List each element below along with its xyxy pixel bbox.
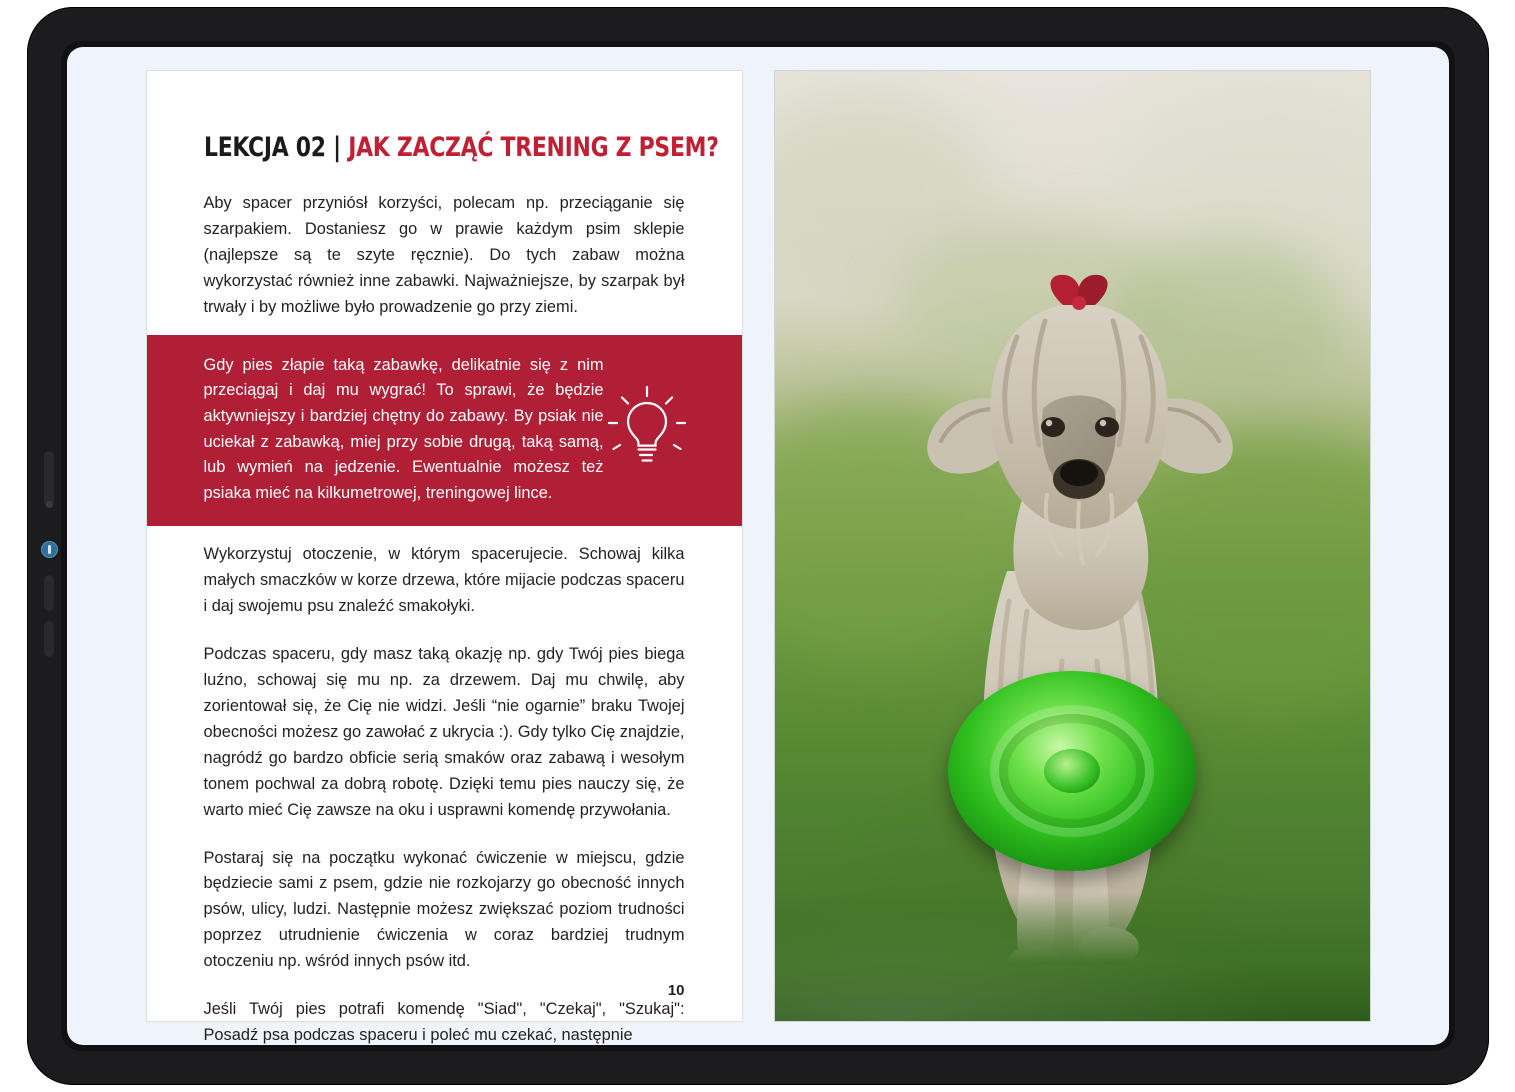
document-page-left	[146, 70, 743, 1045]
front-camera-icon	[46, 501, 53, 508]
paragraph-4: Postaraj się na początku wykonać ćwiczenie w miejscu, gdzie będziecie sami z psem, gdzie nie rozkojarzy go obecność innych psów, ulicy, ludzi. Następnie możesz zwiększać poziom trudności poprzez utrudnienie ćwiczenia w coraz bardziej trudnym otoczeniu np. wśród innych psów itd.	[203, 848, 685, 971]
page-number: 10	[667, 982, 685, 999]
sensor-indicator-icon	[41, 541, 58, 558]
tablet-device	[27, 7, 1489, 1085]
paragraph-1: Aby spacer przyniósł korzyści, polecam np. przeciąganie się szarpakiem. Dostaniesz go w prawie każdym psim sklepie (najlepsze są te szyte ręcznie). Do tych zabaw można wykorzystać również inne zabawki. Najważniejsze, by szarpak był trwały i by możliwe było prowadzenie go przy ziemi.	[203, 194, 685, 316]
hair-bow	[1050, 275, 1107, 310]
volume-up-button[interactable]	[44, 451, 54, 507]
paragraph-2: Wykorzystuj otoczenie, w którym spacerujecie. Schowaj kilka małych smaczków w korze drzewa, które mijacie podczas spaceru i daj swojemu psu znaleźć smakołyki.	[203, 545, 685, 616]
tip-text: Gdy pies złapie taką zabawkę, delikatnie się z nim przeciągaj i daj mu wygrać! To sprawi, że będzie aktywniejszy i bardziej chętny do zabawy. By psiak nie uciekał z zabawką, miej przy sobie drugą, taką samą, lub wymień na jedzenie. Ewentualnie możesz też psiaka mieć na kilkumetrowej, treningowej lince.	[203, 355, 604, 502]
tip-callout	[147, 335, 742, 527]
document-spread	[67, 47, 1449, 1045]
volume-down-button[interactable]	[44, 575, 54, 611]
lightbulb-icon	[597, 377, 697, 477]
page-title-accent: JAK ZACZĄĆ TRENING Z PSEM?	[347, 132, 719, 163]
page-title-prefix: LEKCJA 02 |	[203, 132, 348, 163]
tablet-screen[interactable]	[67, 47, 1449, 1045]
grass-foreground	[775, 891, 1370, 1021]
dog-with-green-frisbee-photo	[775, 71, 1370, 1021]
power-button[interactable]	[44, 621, 54, 657]
page-title	[203, 132, 719, 163]
green-frisbee	[948, 671, 1196, 871]
paragraph-3: Podczas spaceru, gdy masz taką okazję np. gdy Twój pies biega luźno, schowaj się mu np. za drzewem. Daj mu chwilę, aby zorientował się, że Cię nie widzi. Jeśli “nie ogarnie” braku Twojej obecności możesz go zawołać z ukrycia :). Gdy tylko Cię znajdzie, nagródź go bardzo obficie serią smaków oraz zabawą i wesołym tonem pochwal za dobrą robotę. Dzięki temu pies nauczy się, że warto mieć Cię zawsze na oku i usprawni komendę przywołania.	[203, 645, 685, 819]
paragraph-5: Jeśli Twój pies potrafi komendę "Siad", "Czekaj", "Szukaj": Posadź psa podczas spaceru i poleć mu czekać, następnie	[203, 1000, 685, 1045]
dog-illustration	[857, 241, 1287, 981]
document-page-right	[774, 70, 1371, 1022]
